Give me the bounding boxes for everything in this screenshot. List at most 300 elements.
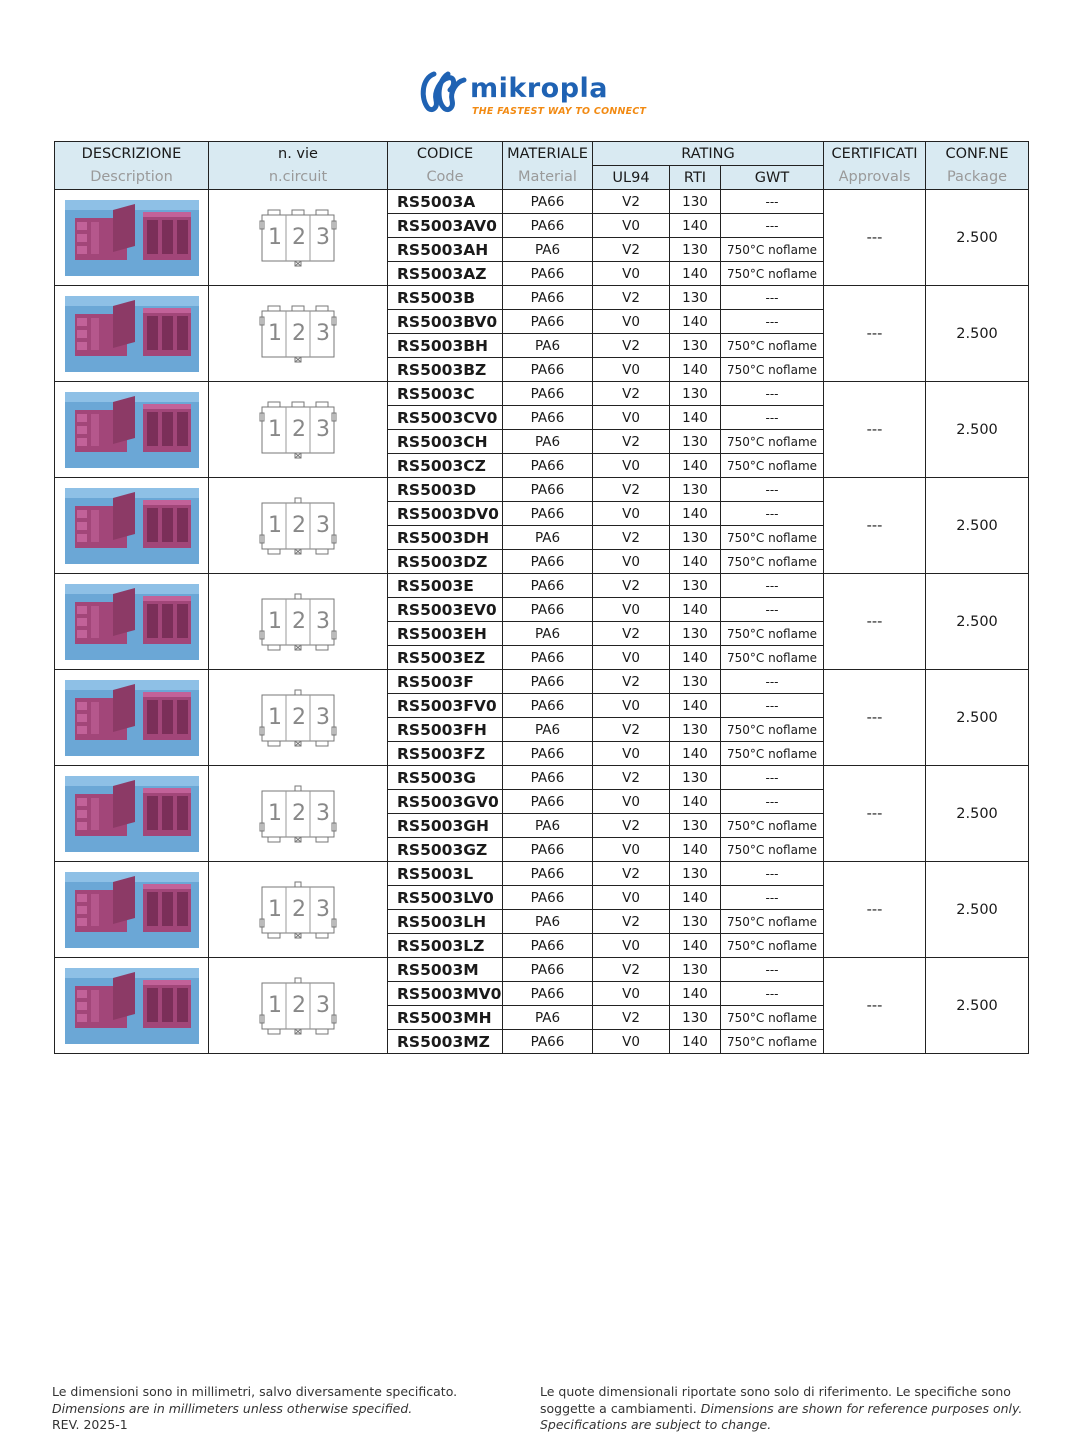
material-cell: PA66	[503, 574, 593, 598]
ul94-cell: V0	[593, 310, 670, 334]
product-code: RS5003L	[388, 862, 503, 886]
product-image-cell	[55, 862, 209, 958]
rti-cell: 140	[670, 406, 721, 430]
gwt-cell: 750°C noflame	[721, 1030, 824, 1054]
pin-number-label: 2	[292, 224, 306, 250]
rti-cell: 130	[670, 1006, 721, 1030]
pin-number-label: 3	[316, 224, 330, 250]
rti-cell: 130	[670, 526, 721, 550]
header-certificati: CERTIFICATI	[824, 142, 926, 166]
header-row-primary	[55, 142, 1029, 166]
pin-number-label: 2	[292, 608, 306, 634]
product-code: RS5003DH	[388, 526, 503, 550]
circuit-diagram-cell	[209, 574, 388, 670]
rti-cell: 130	[670, 622, 721, 646]
ul94-cell: V0	[593, 646, 670, 670]
ul94-cell: V0	[593, 694, 670, 718]
footer-note-en: Dimensions are in millimeters unless otherwise specified.	[52, 1400, 413, 1416]
ul94-cell: V2	[593, 670, 670, 694]
header-descrizione: DESCRIZIONE	[55, 142, 209, 166]
ul94-cell: V0	[593, 262, 670, 286]
material-cell: PA66	[503, 382, 593, 406]
package-cell: 2.500	[926, 958, 1029, 1054]
footer-revision: REV. 2025-1	[52, 1417, 128, 1432]
product-code: RS5003D	[388, 478, 503, 502]
product-code: RS5003A	[388, 190, 503, 214]
material-cell: PA66	[503, 454, 593, 478]
footer-left	[52, 1384, 512, 1434]
rti-cell: 140	[670, 214, 721, 238]
brand-name: mikropla	[470, 73, 609, 104]
material-cell: PA66	[503, 286, 593, 310]
ul94-cell: V0	[593, 550, 670, 574]
gwt-cell: 750°C noflame	[721, 358, 824, 382]
header-approvals: Approvals	[824, 166, 926, 190]
product-code: RS5003GH	[388, 814, 503, 838]
table-row	[55, 190, 1029, 214]
ul94-cell: V2	[593, 286, 670, 310]
product-code: RS5003CH	[388, 430, 503, 454]
package-cell: 2.500	[926, 670, 1029, 766]
gwt-cell: ---	[721, 310, 824, 334]
product-code: RS5003AH	[388, 238, 503, 262]
material-cell: PA6	[503, 622, 593, 646]
rti-cell: 130	[670, 718, 721, 742]
rti-cell: 130	[670, 910, 721, 934]
pin-number-label: 2	[292, 512, 306, 538]
rti-cell: 130	[670, 286, 721, 310]
rti-cell: 140	[670, 598, 721, 622]
product-code: RS5003GV0	[388, 790, 503, 814]
gwt-cell: 750°C noflame	[721, 838, 824, 862]
product-code: RS5003LZ	[388, 934, 503, 958]
package-cell: 2.500	[926, 862, 1029, 958]
header-confne: CONF.NE	[926, 142, 1029, 166]
brand-logo	[420, 68, 660, 118]
ul94-cell: V2	[593, 910, 670, 934]
ul94-cell: V2	[593, 334, 670, 358]
header-gwt: GWT	[721, 166, 824, 190]
brand-tagline: THE FASTEST WAY TO CONNECT	[472, 106, 647, 117]
pin-number-label: 2	[292, 416, 306, 442]
ul94-cell: V0	[593, 934, 670, 958]
product-code: RS5003CZ	[388, 454, 503, 478]
connector-photo	[65, 584, 199, 660]
connector-photo	[65, 680, 199, 756]
pin-diagram	[258, 879, 338, 941]
gwt-cell: 750°C noflame	[721, 814, 824, 838]
header-package: Package	[926, 166, 1029, 190]
material-cell: PA66	[503, 310, 593, 334]
pin-diagram	[258, 975, 338, 1037]
ul94-cell: V0	[593, 214, 670, 238]
connector-photo	[65, 488, 199, 564]
header-row-secondary	[55, 166, 1029, 190]
material-cell: PA66	[503, 262, 593, 286]
product-code: RS5003EV0	[388, 598, 503, 622]
rti-cell: 140	[670, 262, 721, 286]
product-image-cell	[55, 766, 209, 862]
rti-cell: 130	[670, 814, 721, 838]
product-image-cell	[55, 190, 209, 286]
circuit-diagram-cell	[209, 286, 388, 382]
pin-diagram	[258, 495, 338, 557]
gwt-cell: 750°C noflame	[721, 262, 824, 286]
ul94-cell: V2	[593, 574, 670, 598]
product-code: RS5003M	[388, 958, 503, 982]
rti-cell: 140	[670, 886, 721, 910]
table-row	[55, 766, 1029, 790]
ul94-cell: V0	[593, 358, 670, 382]
pin-number-label: 1	[268, 512, 282, 538]
approvals-cell: ---	[824, 478, 926, 574]
rti-cell: 140	[670, 694, 721, 718]
approvals-cell: ---	[824, 670, 926, 766]
gwt-cell: 750°C noflame	[721, 742, 824, 766]
gwt-cell: ---	[721, 862, 824, 886]
pin-number-label: 2	[292, 704, 306, 730]
table-row	[55, 382, 1029, 406]
approvals-cell: ---	[824, 766, 926, 862]
gwt-cell: 750°C noflame	[721, 646, 824, 670]
rti-cell: 140	[670, 1030, 721, 1054]
approvals-cell: ---	[824, 574, 926, 670]
material-cell: PA66	[503, 766, 593, 790]
gwt-cell: ---	[721, 766, 824, 790]
approvals-cell: ---	[824, 958, 926, 1054]
material-cell: PA66	[503, 214, 593, 238]
approvals-cell: ---	[824, 382, 926, 478]
gwt-cell: ---	[721, 214, 824, 238]
ul94-cell: V2	[593, 430, 670, 454]
gwt-cell: ---	[721, 958, 824, 982]
pin-number-label: 3	[316, 608, 330, 634]
material-cell: PA6	[503, 814, 593, 838]
material-cell: PA6	[503, 334, 593, 358]
rti-cell: 130	[670, 670, 721, 694]
rti-cell: 140	[670, 550, 721, 574]
package-cell: 2.500	[926, 286, 1029, 382]
product-code: RS5003F	[388, 670, 503, 694]
pin-number-label: 3	[316, 992, 330, 1018]
ul94-cell: V0	[593, 886, 670, 910]
circuit-diagram-cell	[209, 766, 388, 862]
pin-number-label: 2	[292, 800, 306, 826]
circuit-diagram-cell	[209, 190, 388, 286]
circuit-diagram-cell	[209, 958, 388, 1054]
header-material: Material	[503, 166, 593, 190]
product-code: RS5003G	[388, 766, 503, 790]
gwt-cell: ---	[721, 670, 824, 694]
gwt-cell: 750°C noflame	[721, 1006, 824, 1030]
product-code: RS5003DV0	[388, 502, 503, 526]
rti-cell: 140	[670, 742, 721, 766]
ul94-cell: V0	[593, 502, 670, 526]
pin-number-label: 3	[316, 800, 330, 826]
rti-cell: 130	[670, 190, 721, 214]
product-image-cell	[55, 670, 209, 766]
table-row	[55, 670, 1029, 694]
material-cell: PA66	[503, 934, 593, 958]
pin-number-label: 1	[268, 416, 282, 442]
material-cell: PA66	[503, 406, 593, 430]
ul94-cell: V2	[593, 958, 670, 982]
ul94-cell: V0	[593, 838, 670, 862]
material-cell: PA66	[503, 646, 593, 670]
pin-number-label: 2	[292, 320, 306, 346]
pin-diagram	[258, 783, 338, 845]
pin-diagram	[258, 591, 338, 653]
pin-number-label: 3	[316, 896, 330, 922]
product-code: RS5003FH	[388, 718, 503, 742]
circuit-diagram-cell	[209, 382, 388, 478]
approvals-cell: ---	[824, 190, 926, 286]
header-ul94: UL94	[593, 166, 670, 190]
footer-note-it: Le dimensioni sono in millimetri, salvo diversamente specificato.	[52, 1384, 458, 1399]
header-codice: CODICE	[388, 142, 503, 166]
gwt-cell: ---	[721, 502, 824, 526]
table-row	[55, 958, 1029, 982]
rti-cell: 130	[670, 862, 721, 886]
product-code: RS5003BH	[388, 334, 503, 358]
ul94-cell: V2	[593, 190, 670, 214]
material-cell: PA66	[503, 694, 593, 718]
rti-cell: 130	[670, 430, 721, 454]
ul94-cell: V2	[593, 1006, 670, 1030]
connector-photo	[65, 872, 199, 948]
product-image-cell	[55, 478, 209, 574]
ul94-cell: V0	[593, 790, 670, 814]
connector-photo	[65, 392, 199, 468]
product-code: RS5003CV0	[388, 406, 503, 430]
pin-number-label: 1	[268, 608, 282, 634]
rti-cell: 140	[670, 838, 721, 862]
table-row	[55, 286, 1029, 310]
material-cell: PA6	[503, 238, 593, 262]
rti-cell: 140	[670, 502, 721, 526]
gwt-cell: 750°C noflame	[721, 238, 824, 262]
connector-photo	[65, 968, 199, 1044]
rti-cell: 140	[670, 790, 721, 814]
pin-number-label: 1	[268, 320, 282, 346]
product-image-cell	[55, 958, 209, 1054]
pin-number-label: 1	[268, 896, 282, 922]
rti-cell: 140	[670, 982, 721, 1006]
product-table	[54, 141, 1029, 1054]
product-code: RS5003E	[388, 574, 503, 598]
ul94-cell: V0	[593, 742, 670, 766]
material-cell: PA66	[503, 670, 593, 694]
rti-cell: 130	[670, 478, 721, 502]
gwt-cell: ---	[721, 382, 824, 406]
ul94-cell: V2	[593, 766, 670, 790]
gwt-cell: ---	[721, 982, 824, 1006]
pin-diagram	[258, 207, 338, 269]
product-code: RS5003AV0	[388, 214, 503, 238]
product-code: RS5003LV0	[388, 886, 503, 910]
pin-diagram	[258, 399, 338, 461]
material-cell: PA66	[503, 550, 593, 574]
material-cell: PA66	[503, 502, 593, 526]
material-cell: PA66	[503, 958, 593, 982]
ul94-cell: V2	[593, 238, 670, 262]
footer-right	[540, 1384, 1040, 1434]
ul94-cell: V0	[593, 454, 670, 478]
pin-number-label: 2	[292, 896, 306, 922]
approvals-cell: ---	[824, 286, 926, 382]
ul94-cell: V2	[593, 382, 670, 406]
pin-number-label: 3	[316, 416, 330, 442]
approvals-cell: ---	[824, 862, 926, 958]
gwt-cell: ---	[721, 478, 824, 502]
ul94-cell: V2	[593, 622, 670, 646]
rti-cell: 140	[670, 454, 721, 478]
material-cell: PA66	[503, 478, 593, 502]
product-code: RS5003EH	[388, 622, 503, 646]
material-cell: PA66	[503, 1030, 593, 1054]
footer-disclaimer-it: Le quote dimensionali riportate sono solo di riferimento. Le specifiche sono soggette a cambiamenti.	[540, 1384, 1011, 1416]
gwt-cell: 750°C noflame	[721, 334, 824, 358]
header-rating: RATING	[593, 142, 824, 166]
material-cell: PA66	[503, 862, 593, 886]
product-code: RS5003MZ	[388, 1030, 503, 1054]
pin-number-label: 3	[316, 320, 330, 346]
rti-cell: 130	[670, 238, 721, 262]
header-code: Code	[388, 166, 503, 190]
circuit-diagram-cell	[209, 478, 388, 574]
rti-cell: 140	[670, 358, 721, 382]
pin-number-label: 3	[316, 512, 330, 538]
rti-cell: 140	[670, 934, 721, 958]
rti-cell: 140	[670, 310, 721, 334]
package-cell: 2.500	[926, 766, 1029, 862]
gwt-cell: ---	[721, 190, 824, 214]
material-cell: PA66	[503, 886, 593, 910]
material-cell: PA6	[503, 526, 593, 550]
header-description: Description	[55, 166, 209, 190]
gwt-cell: ---	[721, 406, 824, 430]
rti-cell: 130	[670, 574, 721, 598]
rti-cell: 130	[670, 334, 721, 358]
rti-cell: 130	[670, 958, 721, 982]
material-cell: PA66	[503, 598, 593, 622]
gwt-cell: 750°C noflame	[721, 430, 824, 454]
pin-diagram	[258, 687, 338, 749]
table-row	[55, 574, 1029, 598]
material-cell: PA6	[503, 910, 593, 934]
gwt-cell: ---	[721, 598, 824, 622]
gwt-cell: ---	[721, 790, 824, 814]
gwt-cell: 750°C noflame	[721, 622, 824, 646]
gwt-cell: 750°C noflame	[721, 526, 824, 550]
product-code: RS5003GZ	[388, 838, 503, 862]
header-ncircuit: n.circuit	[209, 166, 388, 190]
gwt-cell: ---	[721, 574, 824, 598]
material-cell: PA66	[503, 190, 593, 214]
product-code: RS5003DZ	[388, 550, 503, 574]
product-code: RS5003FZ	[388, 742, 503, 766]
gwt-cell: ---	[721, 886, 824, 910]
package-cell: 2.500	[926, 574, 1029, 670]
package-cell: 2.500	[926, 478, 1029, 574]
logo-swirl-icon	[420, 68, 468, 114]
product-code: RS5003MH	[388, 1006, 503, 1030]
ul94-cell: V0	[593, 982, 670, 1006]
product-code: RS5003B	[388, 286, 503, 310]
connector-photo	[65, 776, 199, 852]
gwt-cell: ---	[721, 286, 824, 310]
material-cell: PA66	[503, 838, 593, 862]
pin-number-label: 1	[268, 800, 282, 826]
product-code: RS5003BZ	[388, 358, 503, 382]
rti-cell: 130	[670, 382, 721, 406]
gwt-cell: 750°C noflame	[721, 910, 824, 934]
table-row	[55, 478, 1029, 502]
header-nvie: n. vie	[209, 142, 388, 166]
ul94-cell: V2	[593, 814, 670, 838]
material-cell: PA6	[503, 718, 593, 742]
material-cell: PA66	[503, 790, 593, 814]
pin-number-label: 1	[268, 704, 282, 730]
product-image-cell	[55, 574, 209, 670]
pin-number-label: 1	[268, 224, 282, 250]
ul94-cell: V0	[593, 406, 670, 430]
header-materiale: MATERIALE	[503, 142, 593, 166]
ul94-cell: V2	[593, 862, 670, 886]
pin-number-label: 3	[316, 704, 330, 730]
product-code: RS5003AZ	[388, 262, 503, 286]
ul94-cell: V0	[593, 1030, 670, 1054]
ul94-cell: V2	[593, 718, 670, 742]
connector-photo	[65, 200, 199, 276]
gwt-cell: 750°C noflame	[721, 718, 824, 742]
package-cell: 2.500	[926, 190, 1029, 286]
rti-cell: 140	[670, 646, 721, 670]
product-code: RS5003LH	[388, 910, 503, 934]
pin-number-label: 1	[268, 992, 282, 1018]
rti-cell: 130	[670, 766, 721, 790]
product-code: RS5003FV0	[388, 694, 503, 718]
material-cell: PA6	[503, 430, 593, 454]
table-row	[55, 862, 1029, 886]
product-image-cell	[55, 286, 209, 382]
ul94-cell: V2	[593, 526, 670, 550]
material-cell: PA66	[503, 358, 593, 382]
material-cell: PA66	[503, 982, 593, 1006]
gwt-cell: ---	[721, 694, 824, 718]
product-code: RS5003EZ	[388, 646, 503, 670]
ul94-cell: V0	[593, 598, 670, 622]
circuit-diagram-cell	[209, 670, 388, 766]
product-code: RS5003MV0	[388, 982, 503, 1006]
gwt-cell: 750°C noflame	[721, 934, 824, 958]
package-cell: 2.500	[926, 382, 1029, 478]
header-rti: RTI	[670, 166, 721, 190]
circuit-diagram-cell	[209, 862, 388, 958]
ul94-cell: V2	[593, 478, 670, 502]
product-code: RS5003C	[388, 382, 503, 406]
gwt-cell: 750°C noflame	[721, 454, 824, 478]
gwt-cell: 750°C noflame	[721, 550, 824, 574]
pin-number-label: 2	[292, 992, 306, 1018]
connector-photo	[65, 296, 199, 372]
product-image-cell	[55, 382, 209, 478]
material-cell: PA6	[503, 1006, 593, 1030]
product-code: RS5003BV0	[388, 310, 503, 334]
pin-diagram	[258, 303, 338, 365]
material-cell: PA66	[503, 742, 593, 766]
footer-disclaimer-en: Dimensions are shown for reference purposes only. Specifications are subject to change.	[540, 1400, 1023, 1432]
